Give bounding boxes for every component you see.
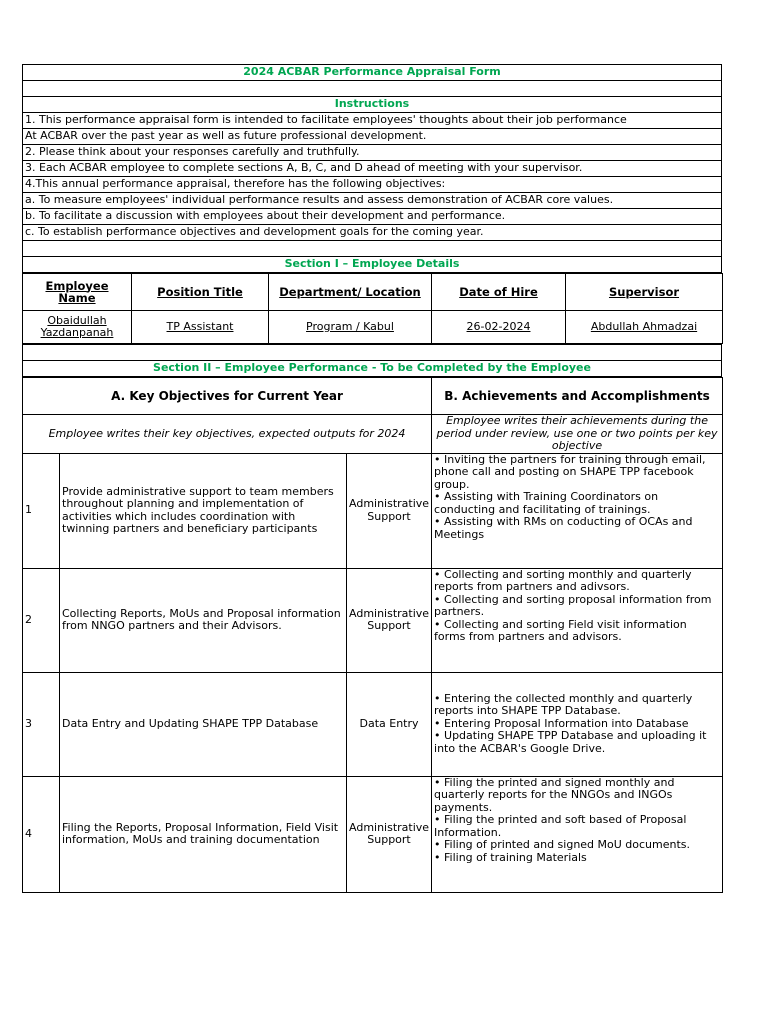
department-header: Department/ Location [269,274,432,311]
objective-text: Data Entry and Updating SHAPE TPP Database [60,672,347,776]
objective-category: Administrative Support [347,568,432,672]
row-number: 4 [23,776,60,892]
objective-category: Data Entry [347,672,432,776]
hire-date-value: 26-02-2024 [432,311,566,344]
performance-table [22,377,723,893]
row-number: 1 [23,453,60,568]
achievements-note: Employee writes their achievements during the period under review, use one or two points per key objective [432,415,723,454]
instruction-line: a. To measure employees' individual performance results and assess demonstration of ACBAR core values. [23,193,722,209]
objective-row [23,776,723,892]
achievement-item: • Collecting and sorting Field visit information forms from partners and advisors. [434,617,687,643]
achievements-cell [432,453,723,568]
instruction-line: 4.This annual performance appraisal, therefore has the following objectives: [23,177,722,193]
objective-row [23,568,723,672]
achievement-item: • Filing the printed and signed monthly and quarterly reports for the NNGOs and INGOs payments. [434,776,675,814]
achievement-item: • Assisting with Training Coordinators on conducting and facilitating of trainings. [434,490,659,516]
position-title-value: TP Assistant [132,311,269,344]
key-objectives-note: Employee writes their key objectives, expected outputs for 2024 [23,415,432,454]
instruction-line: b. To facilitate a discussion with employees about their development and performance. [23,209,722,225]
achievement-item: • Entering the collected monthly and quarterly reports into SHAPE TPP Database. [434,691,693,718]
achievement-item: • Updating SHAPE TPP Database and uploading it into the ACBAR's Google Drive. [434,729,707,755]
achievement-item: • Filing the printed and soft based of Proposal Information. [434,813,687,839]
instruction-line: At ACBAR over the past year as well as future professional development. [23,129,722,145]
achievements-cell [432,568,723,672]
achievement-item: • Collecting and sorting proposal information from partners. [434,592,712,618]
achievement-item: • Filing of printed and signed MoU documents. [434,838,691,851]
section2-heading: Section II – Employee Performance - To be Completed by the Employee [23,361,722,377]
row-number: 2 [23,568,60,672]
blank-row [23,241,722,257]
achievement-item: • Filing of training Materials [434,850,587,864]
key-objectives-title: A. Key Objectives for Current Year [23,378,432,415]
achievement-item: • Inviting the partners for training through email, phone call and posting on SHAPE TPP facebook group. [434,453,706,491]
objective-category: Administrative Support [347,453,432,568]
position-title-header: Position Title [132,274,269,311]
instruction-line: 1. This performance appraisal form is intended to facilitate employees' thoughts about their job performance [23,113,722,129]
instruction-line: 3. Each ACBAR employee to complete sections A, B, C, and D ahead of meeting with your supervisor. [23,161,722,177]
instruction-line: 2. Please think about your responses carefully and truthfully. [23,145,722,161]
form-title: 2024 ACBAR Performance Appraisal Form [23,65,722,81]
objective-text: Filing the Reports, Proposal Information, Field Visit information, MoUs and training documentation [60,776,347,892]
row-number: 3 [23,672,60,776]
achievements-cell [432,776,723,892]
objective-text: Collecting Reports, MoUs and Proposal information from NNGO partners and their Advisors. [60,568,347,672]
achievement-item: • Collecting and sorting monthly and quarterly reports from partners and adivsors. [434,568,692,593]
instructions-heading: Instructions [23,97,722,113]
supervisor-value: Abdullah Ahmadzai [566,311,723,344]
blank-row [23,81,722,97]
department-value: Program / Kabul [269,311,432,344]
instruction-line: c. To establish performance objectives and development goals for the coming year. [23,225,722,241]
objective-row [23,672,723,776]
blank-row [23,345,722,361]
objective-row [23,453,723,568]
supervisor-header: Supervisor [566,274,723,311]
section2-heading-table [22,344,722,377]
achievements-cell [432,672,723,776]
objective-category: Administrative Support [347,776,432,892]
achievement-item: • Assisting with RMs on coducting of OCAs and Meetings [434,515,693,541]
appraisal-form-sheet [22,64,722,893]
employee-name-value: Obaidullah Yazdanpanah [23,311,132,344]
objective-text: Provide administrative support to team members throughout planning and implementation of activities which includes coordination with twinning partners and beneficiary participants [60,453,347,568]
instructions-table [22,64,722,273]
section1-heading: Section I – Employee Details [23,257,722,273]
achievement-item: • Entering Proposal Information into Database [434,716,689,730]
employee-name-header: Employee Name [23,274,132,311]
achievements-title: B. Achievements and Accomplishments [432,378,723,415]
hire-date-header: Date of Hire [432,274,566,311]
employee-details-table [22,273,723,344]
